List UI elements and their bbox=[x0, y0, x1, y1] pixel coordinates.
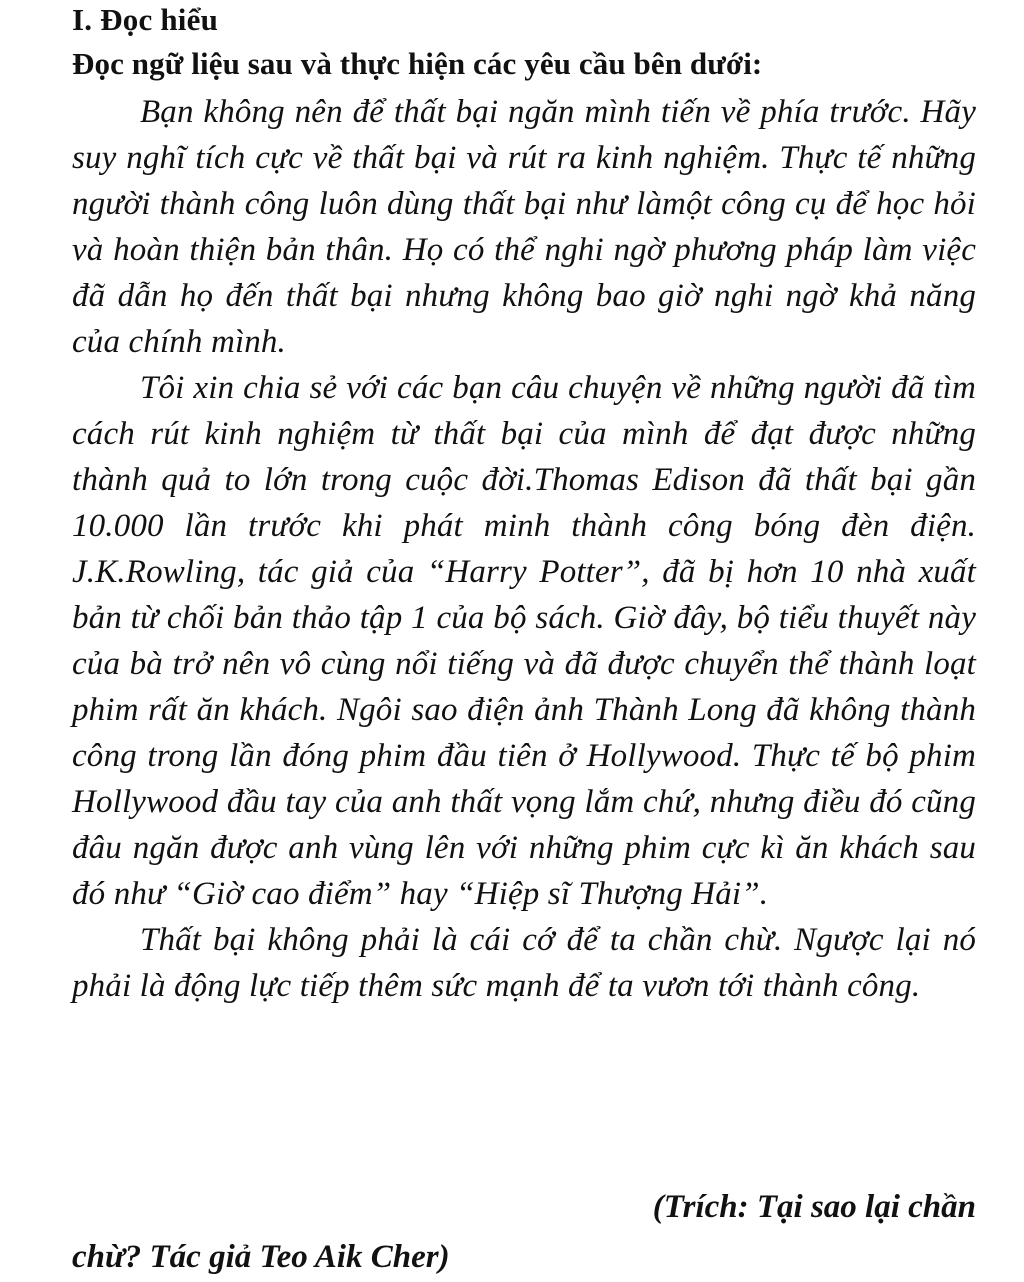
passage-paragraph-2: Tôi xin chia sẻ với các bạn câu chuyện về những người đã tìm cách rút kinh nghiệm từ thất bại của mình để đạt được những thành quả to lớn trong cuộc đời.Thomas Edison đã thất bại gần 10.000 lần trước khi phát minh thành công bóng đèn điện. J.K.Rowling, tác giả của “Harry Potter”, đã bị hơn 10 nhà xuất bản từ chối bản thảo tập 1 của bộ sách. Giờ đây, bộ tiểu thuyết này của bà trở nên vô cùng nổi tiếng và đã được chuyển thể thành loạt phim rất ăn khách. Ngôi sao điện ảnh Thành Long đã không thành công trong lần đóng phim đầu tiên ở Hollywood. Thực tế bộ phim Hollywood đầu tay của anh thất vọng lắm chứ, nhưng điều đó cũng đâu ngăn được anh vùng lên với những phim cực kì ăn khách sau đó như “Giờ cao điểm” hay “Hiệp sĩ Thượng Hải”. bbox=[72, 370, 976, 912]
passage-paragraph-3: Thất bại không phải là cái cớ để ta chần chừ. Ngược lại nó phải là động lực tiếp thêm sức mạnh để ta vươn tới thành công. bbox=[72, 922, 976, 1004]
reading-instruction: Đọc ngữ liệu sau và thực hiện các yêu cầu bên dưới: bbox=[72, 46, 763, 81]
passage-paragraph-1: Bạn không nên để thất bại ngăn mình tiến về phía trước. Hãy suy nghĩ tích cực về thất bại và rút ra kinh nghiệm. Thực tế những người thành công luôn dùng thất bại như làmột công cụ để học hỏi và hoàn thiện bản thân. Họ có thể nghi ngờ phương pháp làm việc đã dẫn họ đến thất bại nhưng không bao giờ nghi ngờ khả năng của chính mình. bbox=[72, 94, 976, 360]
reading-passage bbox=[72, 89, 976, 1009]
source-citation bbox=[72, 1182, 976, 1282]
citation-line-1: (Trích: Tại sao lại chần bbox=[652, 1189, 976, 1225]
citation-line-2: chừ? Tác giả Teo Aik Cher) bbox=[72, 1239, 450, 1275]
section-heading: I. Đọc hiểu bbox=[72, 2, 219, 37]
